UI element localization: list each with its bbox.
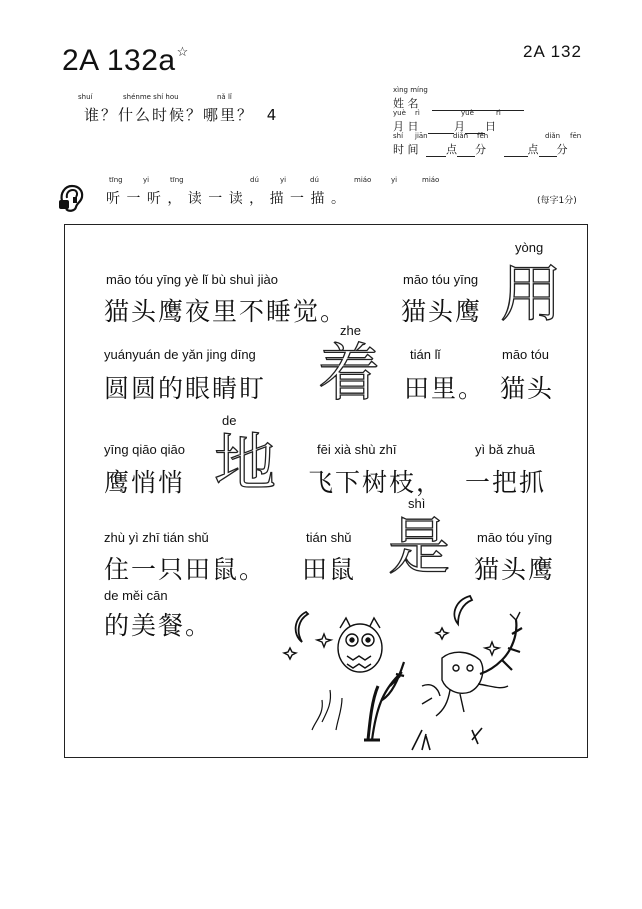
worksheet-code-corner: 2A 132 — [523, 42, 582, 61]
end-minute-field[interactable] — [539, 146, 557, 157]
trace2-pinyin: zhe — [340, 323, 361, 338]
ear-listen-icon — [56, 183, 86, 213]
line1-text2: 猫头鹰 — [401, 297, 483, 326]
student-info-form: xìng míng 姓 名 yuè rì yuè rì 月 日 月 日 shí jiān diǎn fēn diǎn fēn 时 间 点 分 点 分 — [393, 86, 582, 156]
owl-illustration — [272, 590, 582, 760]
line3-pinyin3: yì bǎ zhuā — [475, 442, 535, 457]
line4-pinyin2: tián shǔ — [306, 530, 352, 545]
line4-text2: 田鼠 — [302, 555, 357, 584]
line2-text2: 田里。 — [404, 374, 486, 403]
line1-pinyin: māo tóu yīng yè lǐ bù shuì jiào — [106, 272, 278, 287]
line3-text2: 飞下树枝， — [308, 468, 444, 497]
trace-character-zhe[interactable]: 着 — [318, 336, 381, 409]
question-text: 谁？什么时候？哪里？ 4 — [84, 106, 279, 124]
star-icon: ☆ — [176, 44, 189, 59]
start-minute-field[interactable] — [457, 146, 475, 157]
instruction-pinyin: tīng yi tīng dú yi dú miáo yi miáo — [109, 176, 440, 184]
date-label: 月 日 — [393, 120, 419, 133]
trace4-pinyin: shì — [408, 496, 426, 511]
worksheet-code: 2A 132a☆ — [62, 44, 189, 77]
trace-character-shi[interactable]: 是 — [388, 510, 451, 583]
instruction-text: 听 一 听 ， 读 一 读 ， 描 一 描 。 — [106, 191, 346, 207]
line3-text3: 一把抓 — [465, 468, 547, 497]
line5-text: 的美餐。 — [104, 611, 213, 640]
line4-pinyin: zhù yì zhī tián shǔ — [104, 530, 209, 545]
line3-pinyin2: fēi xià shù zhī — [317, 442, 397, 457]
name-label: 姓 名 — [393, 97, 419, 110]
time-label: 时 间 — [393, 143, 419, 156]
line3-text: 鹰悄悄 — [104, 468, 186, 497]
line3-pinyin: yīng qiāo qiāo — [104, 442, 185, 457]
question-pinyin: shuí shénme shí hou nǎ lǐ — [78, 93, 232, 101]
line2-pinyin3: māo tóu — [502, 347, 549, 362]
trace1-pinyin: yòng — [515, 240, 544, 255]
line5-pinyin: de měi cān — [104, 588, 168, 603]
line2-pinyin: yuányuán de yǎn jing dīng — [104, 347, 256, 362]
line2-text: 圆圆的眼睛盯 — [104, 374, 267, 403]
line1-pinyin2: māo tóu yīng — [403, 272, 479, 287]
line1-text: 猫头鹰夜里不睡觉。 — [104, 297, 348, 326]
name-field[interactable] — [432, 100, 524, 111]
line4-text3: 猫头鹰 — [474, 555, 556, 584]
month-field[interactable] — [428, 123, 454, 134]
line2-pinyin2: tián lǐ — [410, 347, 441, 362]
trace3-pinyin: de — [222, 413, 237, 428]
trace-character-de[interactable]: 地 — [214, 426, 277, 499]
line4-text: 住一只田鼠。 — [104, 555, 267, 584]
line4-pinyin3: māo tóu yīng — [477, 530, 553, 545]
score-note: (每字1分) — [537, 196, 577, 206]
start-hour-field[interactable] — [426, 146, 446, 157]
trace-character-yong[interactable]: 用 — [500, 257, 563, 330]
line2-text3: 猫头 — [500, 374, 555, 403]
end-hour-field[interactable] — [504, 146, 528, 157]
